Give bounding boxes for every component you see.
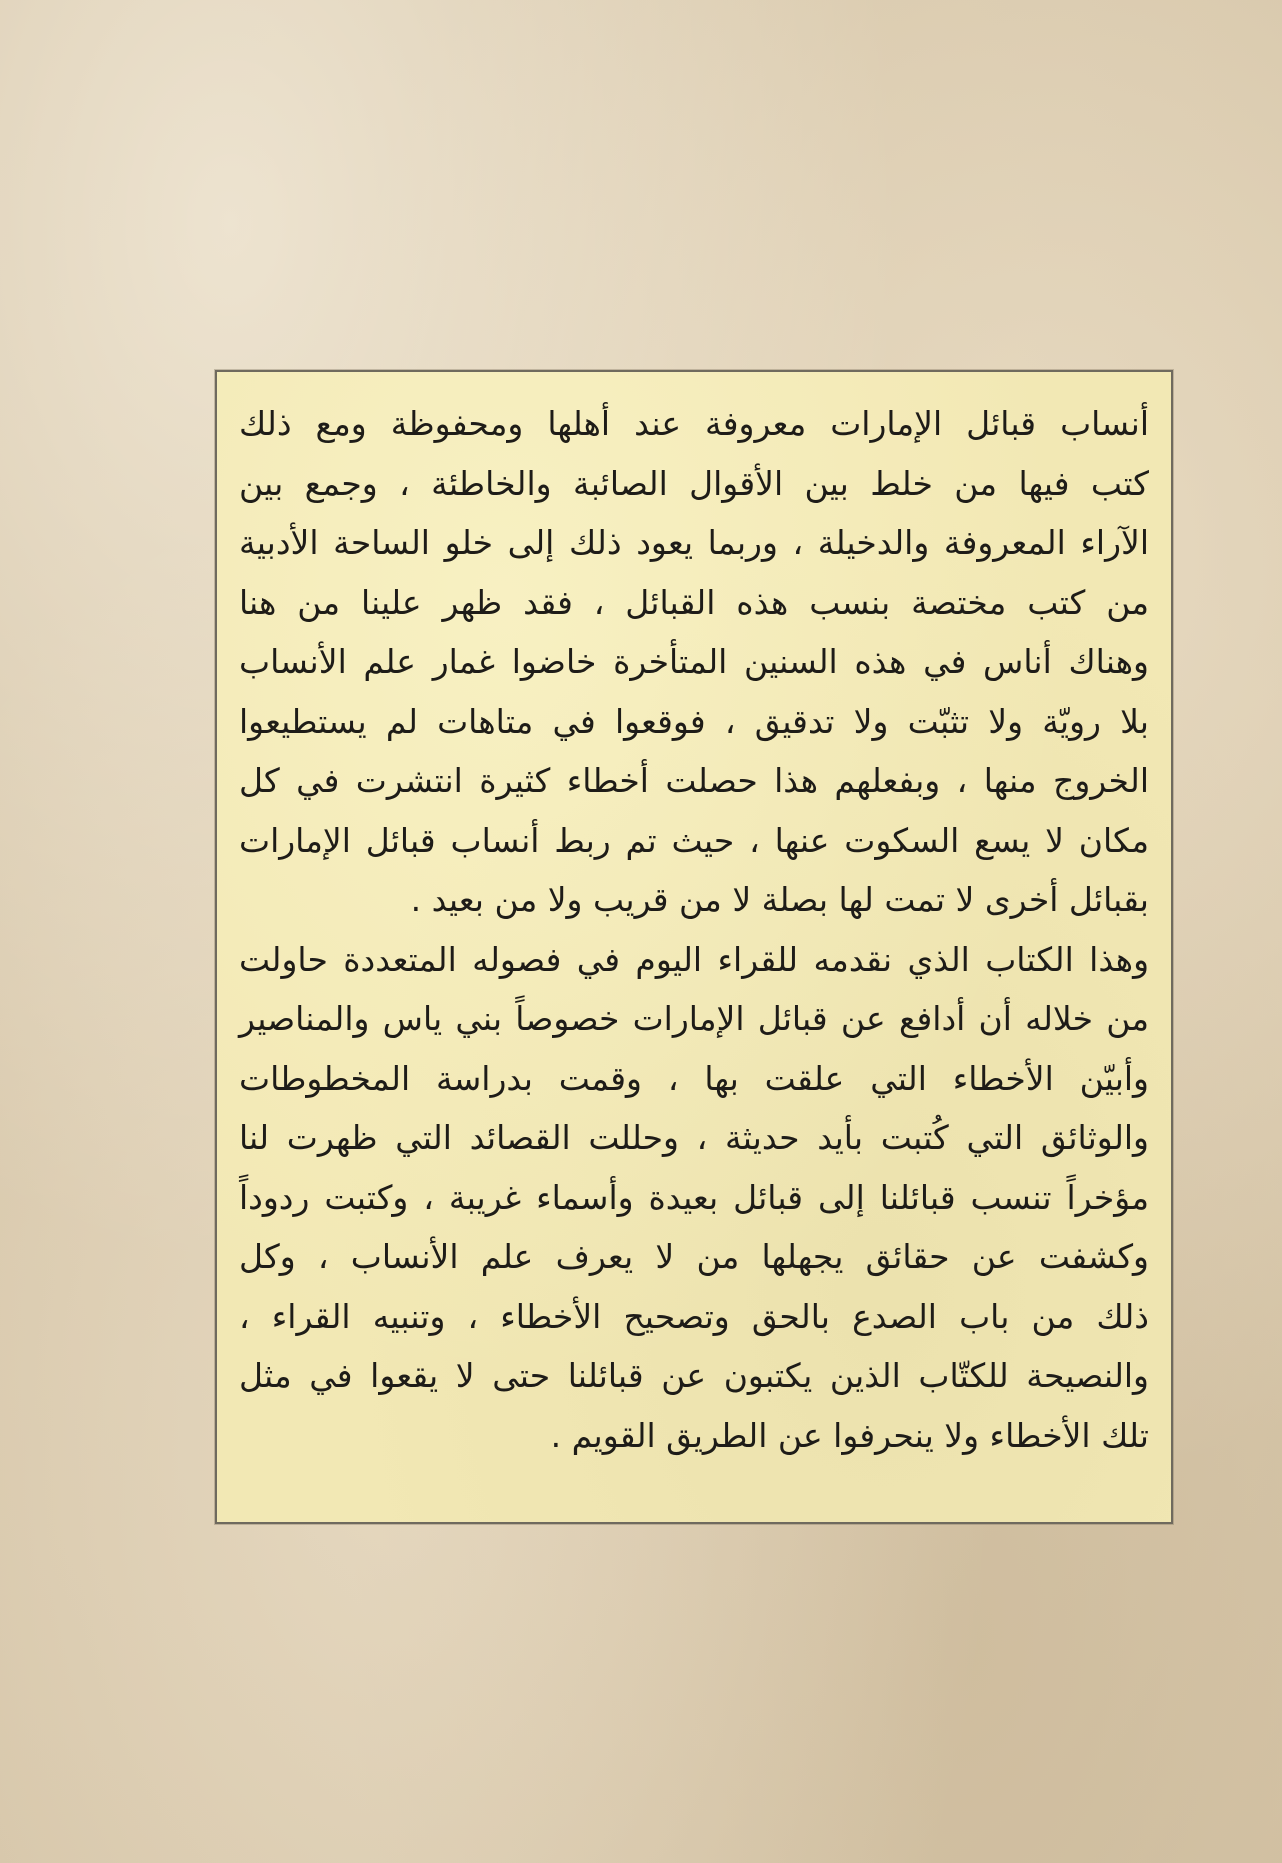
body-text [239, 394, 1149, 1465]
text-line: وهذا الكتاب الذي نقدمه للقراء اليوم في فصوله المتعددة حاولت [239, 939, 1149, 979]
text-line: والنصيحة للكتّاب الذين يكتبون عن قبائلنا حتى لا يقعوا في مثل [239, 1356, 1149, 1395]
text-line: أنساب قبائل الإمارات معروفة عند أهلها ومحفوظة ومع ذلك [239, 404, 1149, 443]
text-line: من خلاله أن أدافع عن قبائل الإمارات خصوصاً بني ياس والمناصير [239, 999, 1149, 1038]
text-line: الآراء المعروفة والدخيلة ، وربما يعود ذلك إلى خلو الساحة الأدبية [239, 523, 1149, 562]
text-line: مكان لا يسع السكوت عنها ، حيث تم ربط أنساب قبائل الإمارات [239, 820, 1149, 860]
text-line: بلا رويّة ولا تثبّت ولا تدقيق ، فوقعوا في متاهات لم يستطيعوا [239, 701, 1149, 741]
text-line: مؤخراً تنسب قبائلنا إلى قبائل بعيدة وأسماء غريبة ، وكتبت ردوداً [239, 1177, 1149, 1217]
text-line: وهناك أناس في هذه السنين المتأخرة خاضوا غمار علم الأنساب [239, 642, 1149, 681]
text-line: بقبائل أخرى لا تمت لها بصلة لا من قريب ولا من بعيد . [410, 880, 1149, 919]
text-line: تلك الأخطاء ولا ينحرفوا عن الطريق القويم . [550, 1415, 1149, 1455]
text-line: ذلك من باب الصدع بالحق وتصحيح الأخطاء ، وتنبيه القراء ، [239, 1296, 1149, 1336]
text-line: من كتب مختصة بنسب هذه القبائل ، فقد ظهر علينا من هنا [239, 582, 1149, 622]
text-line: كتب فيها من خلط بين الأقوال الصائبة والخاطئة ، وجمع بين [239, 463, 1149, 503]
text-line: وأبيّن الأخطاء التي علقت بها ، وقمت بدراسة المخطوطات [239, 1058, 1149, 1098]
text-line: وكشفت عن حقائق يجهلها من لا يعرف علم الأنساب ، وكل [239, 1237, 1149, 1276]
text-line: والوثائق التي كُتبت بأيد حديثة ، وحللت القصائد التي ظهرت لنا [239, 1118, 1149, 1157]
text-line: الخروج منها ، وبفعلهم هذا حصلت أخطاء كثيرة انتشرت في كل [239, 761, 1149, 800]
text-panel [215, 370, 1173, 1524]
